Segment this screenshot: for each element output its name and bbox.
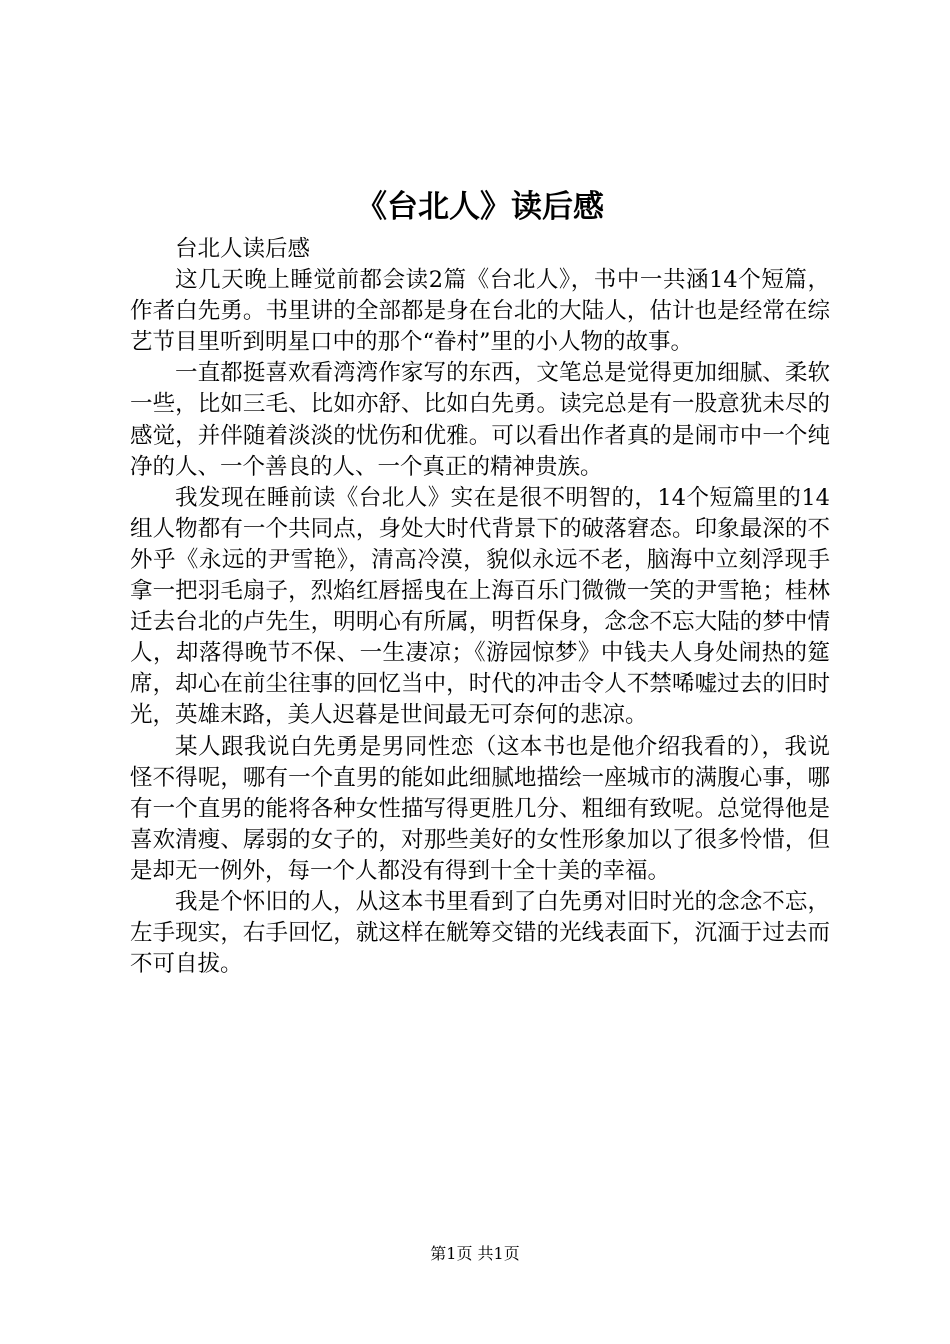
document-title: 《台北人》读后感 bbox=[356, 189, 604, 225]
paragraph: 我是个怀旧的人，从这本书里看到了白先勇对旧时光的念念不忘，左手现实，右手回忆，就这样在觥筹交错的光线表面下，沉湎于过去而不可自拔。 bbox=[130, 888, 830, 978]
paragraph: 这几天晚上睡觉前都会读2篇《台北人》，书中一共涵14个短篇，作者白先勇。书里讲的全部都是身在台北的大陆人，估计也是经常在综艺节目里听到明星口中的那个“眷村”里的小人物的故事。 bbox=[130, 267, 830, 356]
paragraph: 我发现在睡前读《台北人》实在是很不明智的，14个短篇里的14组人物都有一个共同点，身处大时代背景下的破落窘态。印象最深的不外乎《永远的尹雪艳》，清高冷漠，貌似永远不老，脑海中立刻浮现手拿一把羽毛扇子，烈焰红唇摇曳在上海百乐门微微一笑的尹雪艳；桂林迁去台北的卢先生，明明心有所属，明哲保身，念念不忘大陆的梦中情人，却落得晚节不保、一生凄凉；《游园惊梦》中钱夫人身处闹热的筵席，却心在前尘往事的回忆当中，时代的冲击令人不禁唏嘘过去的旧时光，英雄末路，美人迟暮是世间最无可奈何的悲凉。 bbox=[130, 484, 830, 729]
paragraph-subtitle: 台北人读后感 bbox=[175, 236, 311, 262]
page-number-footer: 第1页 共1页 bbox=[430, 1244, 520, 1263]
paragraph: 某人跟我说白先勇是男同性恋（这本书也是他介绍我看的），我说怪不得呢，哪有一个直男的能如此细腻地描绘一座城市的满腹心事，哪有一个直男的能将各种女性描写得更胜几分、粗细有致呢。总觉得他是喜欢清瘦、孱弱的女子的，对那些美好的女性形象加以了很多怜惜，但是却无一例外，每一个人都没有得到十全十美的幸福。 bbox=[130, 733, 830, 884]
paragraph: 一直都挺喜欢看湾湾作家写的东西，文笔总是觉得更加细腻、柔软一些，比如三毛、比如亦舒、比如白先勇。读完总是有一股意犹未尽的感觉，并伴随着淡淡的忧伤和优雅。可以看出作者真的是闹市中一个纯净的人、一个善良的人、一个真正的精神贵族。 bbox=[130, 360, 830, 480]
document-body bbox=[130, 234, 830, 980]
